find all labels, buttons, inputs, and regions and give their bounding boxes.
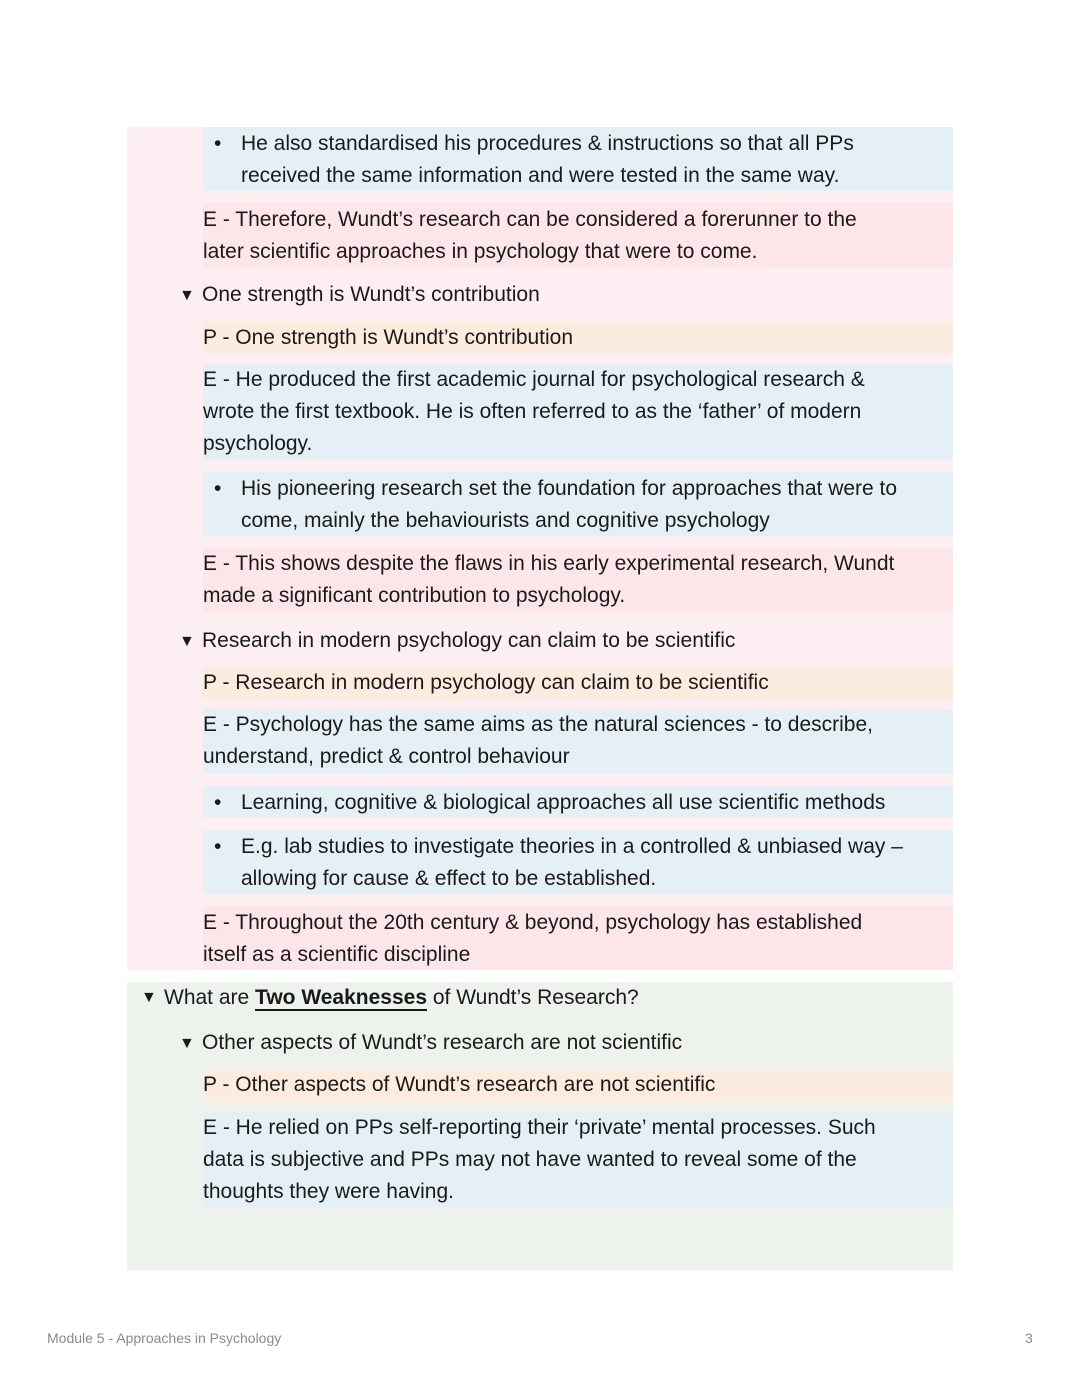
- footer-title: Module 5 - Approaches in Psychology: [47, 1330, 282, 1346]
- explanation-text: wrote the first textbook. He is often referred to as the ‘father’ of modern: [203, 400, 862, 423]
- bullet-text: come, mainly the behaviourists and cognitive psychology: [241, 509, 770, 532]
- explanation-text: E - He relied on PPs self-reporting their ‘private’ mental processes. Such: [203, 1116, 876, 1139]
- explanation-text: E - Psychology has the same aims as the natural sciences - to describe,: [203, 713, 873, 736]
- toggle-heading-contribution[interactable]: One strength is Wundt’s contribution: [202, 283, 540, 306]
- evaluation-text: later scientific approaches in psychology that were to come.: [203, 240, 758, 263]
- explanation-text: psychology.: [203, 432, 313, 455]
- bullet-text: His pioneering research set the foundation for approaches that were to: [241, 477, 898, 500]
- bullet-dot-icon: •: [214, 835, 222, 858]
- toggle-heading-not-scientific[interactable]: Other aspects of Wundt’s research are not scientific: [202, 1031, 683, 1054]
- evaluation-text: itself as a scientific discipline: [203, 943, 471, 966]
- heading-text: What are: [164, 986, 256, 1009]
- evaluation-text: E - This shows despite the flaws in his early experimental research, Wundt: [203, 552, 895, 575]
- toggle-heading-modern[interactable]: Research in modern psychology can claim to be scientific: [202, 629, 736, 652]
- bullet-text: He also standardised his procedures & instructions so that all PPs: [241, 132, 854, 155]
- explanation-text: understand, predict & control behaviour: [203, 745, 570, 768]
- bullet-text: received the same information and were tested in the same way.: [241, 164, 840, 187]
- bullet-text: Learning, cognitive & biological approaches all use scientific methods: [241, 791, 886, 814]
- bullet-text: E.g. lab studies to investigate theories in a controlled & unbiased way –: [241, 835, 903, 858]
- bullet-dot-icon: •: [214, 791, 222, 814]
- heading-bold-text: Two Weaknesses: [255, 986, 428, 1009]
- toggle-triangle-icon[interactable]: ▼: [179, 1035, 195, 1052]
- evaluation-text: E - Therefore, Wundt’s research can be considered a forerunner to the: [203, 208, 857, 231]
- page-number: 3: [1025, 1330, 1033, 1346]
- explanation-text: data is subjective and PPs may not have wanted to reveal some of the: [203, 1148, 857, 1171]
- bullet-text: allowing for cause & effect to be established.: [241, 867, 657, 890]
- point-text: P - Other aspects of Wundt’s research are not scientific: [203, 1073, 716, 1096]
- evaluation-text: E - Throughout the 20th century & beyond, psychology has established: [203, 911, 863, 934]
- bullet-dot-icon: •: [214, 132, 222, 155]
- point-text: P - One strength is Wundt’s contribution: [203, 326, 574, 349]
- point-text: P - Research in modern psychology can claim to be scientific: [203, 671, 769, 694]
- weaknesses-heading[interactable]: [164, 982, 639, 1014]
- toggle-triangle-icon[interactable]: ▼: [141, 989, 157, 1006]
- toggle-triangle-icon[interactable]: ▼: [179, 287, 195, 304]
- bullet-dot-icon: •: [214, 477, 222, 500]
- toggle-triangle-icon[interactable]: ▼: [179, 633, 195, 650]
- explanation-text: thoughts they were having.: [203, 1180, 454, 1203]
- heading-text: of Wundt’s Research?: [427, 986, 639, 1009]
- explanation-text: E - He produced the first academic journal for psychological research &: [203, 368, 865, 391]
- evaluation-text: made a significant contribution to psychology.: [203, 584, 626, 607]
